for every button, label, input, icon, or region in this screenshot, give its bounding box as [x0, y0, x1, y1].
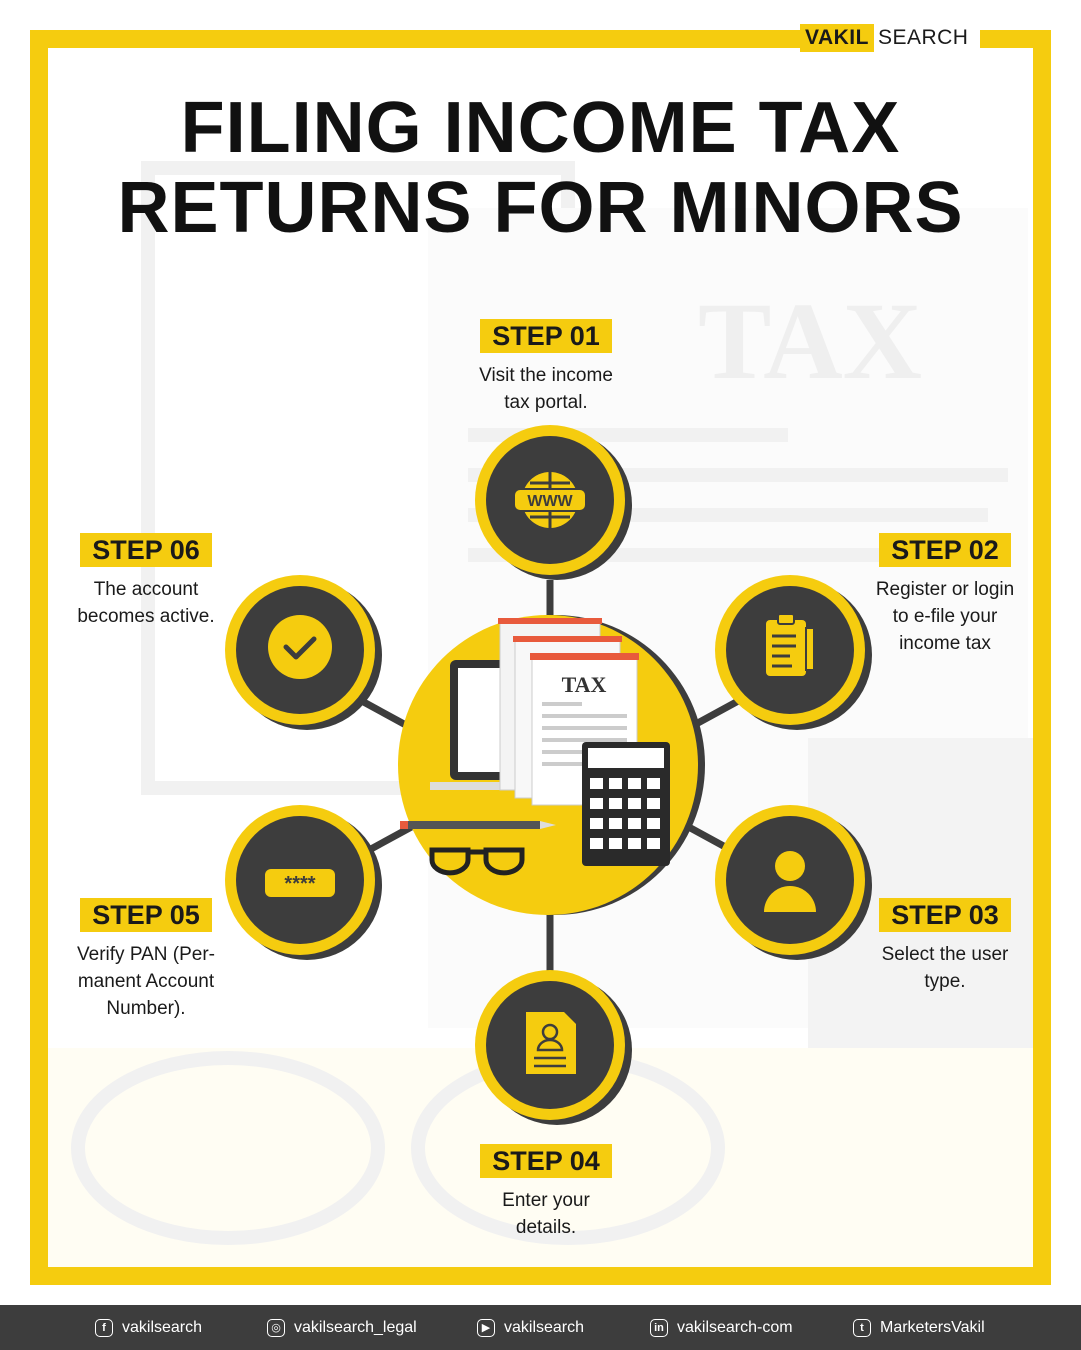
step-01-text-line: tax portal.	[504, 392, 588, 413]
step-04-label: STEP 04	[480, 1144, 612, 1178]
step-05-label: STEP 05	[80, 898, 212, 932]
center-tax-illustration	[398, 615, 705, 915]
step-02-label: STEP 02	[879, 533, 1011, 567]
checkmark-icon	[268, 615, 332, 679]
youtube-icon: ▶	[477, 1319, 495, 1337]
step-02-text-line: Register or login	[875, 579, 1015, 600]
social-handle: vakilsearch_legal	[294, 1319, 417, 1336]
linkedin-icon: in	[650, 1319, 668, 1337]
step-06-text	[46, 576, 246, 630]
step-04-text-line: Enter your	[502, 1190, 590, 1211]
paper-tax-text: TAX	[561, 672, 607, 697]
svg-text:WWW: WWW	[527, 493, 573, 510]
step-06-text-line: becomes active.	[77, 606, 215, 627]
brand-logo	[800, 22, 980, 54]
step-03-text-line: type.	[924, 971, 966, 992]
step-04-node	[475, 970, 632, 1125]
profile-document-icon	[526, 1012, 576, 1074]
step-06-label: STEP 06	[80, 533, 212, 567]
brand-part1: VAKIL	[800, 24, 874, 52]
title-line1: FILING INCOME TAX	[180, 88, 901, 168]
step-02-text-line: to e-file your	[892, 606, 998, 627]
step-01-label: STEP 01	[480, 319, 612, 353]
background-tax-text: TAX	[698, 280, 923, 402]
step-02-text	[845, 576, 1045, 657]
social-handle: vakilsearch	[122, 1319, 203, 1336]
social-handle: MarketersVakil	[880, 1319, 985, 1336]
step-03-text-line: Select the user	[881, 944, 1009, 965]
password-mask-text: ****	[284, 873, 316, 895]
social-handle: vakilsearch-com	[677, 1319, 793, 1336]
instagram-icon: ◎	[267, 1319, 285, 1337]
step-06-node	[225, 575, 382, 730]
step-03-text	[845, 941, 1045, 995]
step-01-text-line: Visit the income	[479, 365, 613, 386]
facebook-icon: f	[95, 1319, 113, 1337]
step-02-text-line: income tax	[899, 633, 991, 654]
step-01-text	[446, 362, 646, 416]
step-03-node	[715, 805, 872, 960]
social-handle: vakilsearch	[504, 1319, 585, 1336]
step-03-label: STEP 03	[879, 898, 1011, 932]
step-04-text	[446, 1187, 646, 1241]
step-05-text-line: Verify PAN (Per-	[77, 944, 215, 965]
step-05-text	[46, 941, 246, 1022]
twitter-icon: t	[853, 1319, 871, 1337]
step-05-text-line: Number).	[106, 998, 186, 1019]
step-06-text-line: The account	[93, 579, 199, 600]
step-01-node	[475, 425, 632, 580]
step-05-node	[225, 805, 382, 960]
step-05-text-line: manent Account	[77, 971, 215, 992]
title-line2: RETURNS FOR MINORS	[117, 168, 964, 248]
page-title	[40, 88, 1041, 248]
brand-part2: SEARCH	[877, 26, 969, 49]
password-field-icon	[265, 869, 335, 897]
step-04-text-line: details.	[515, 1217, 577, 1238]
